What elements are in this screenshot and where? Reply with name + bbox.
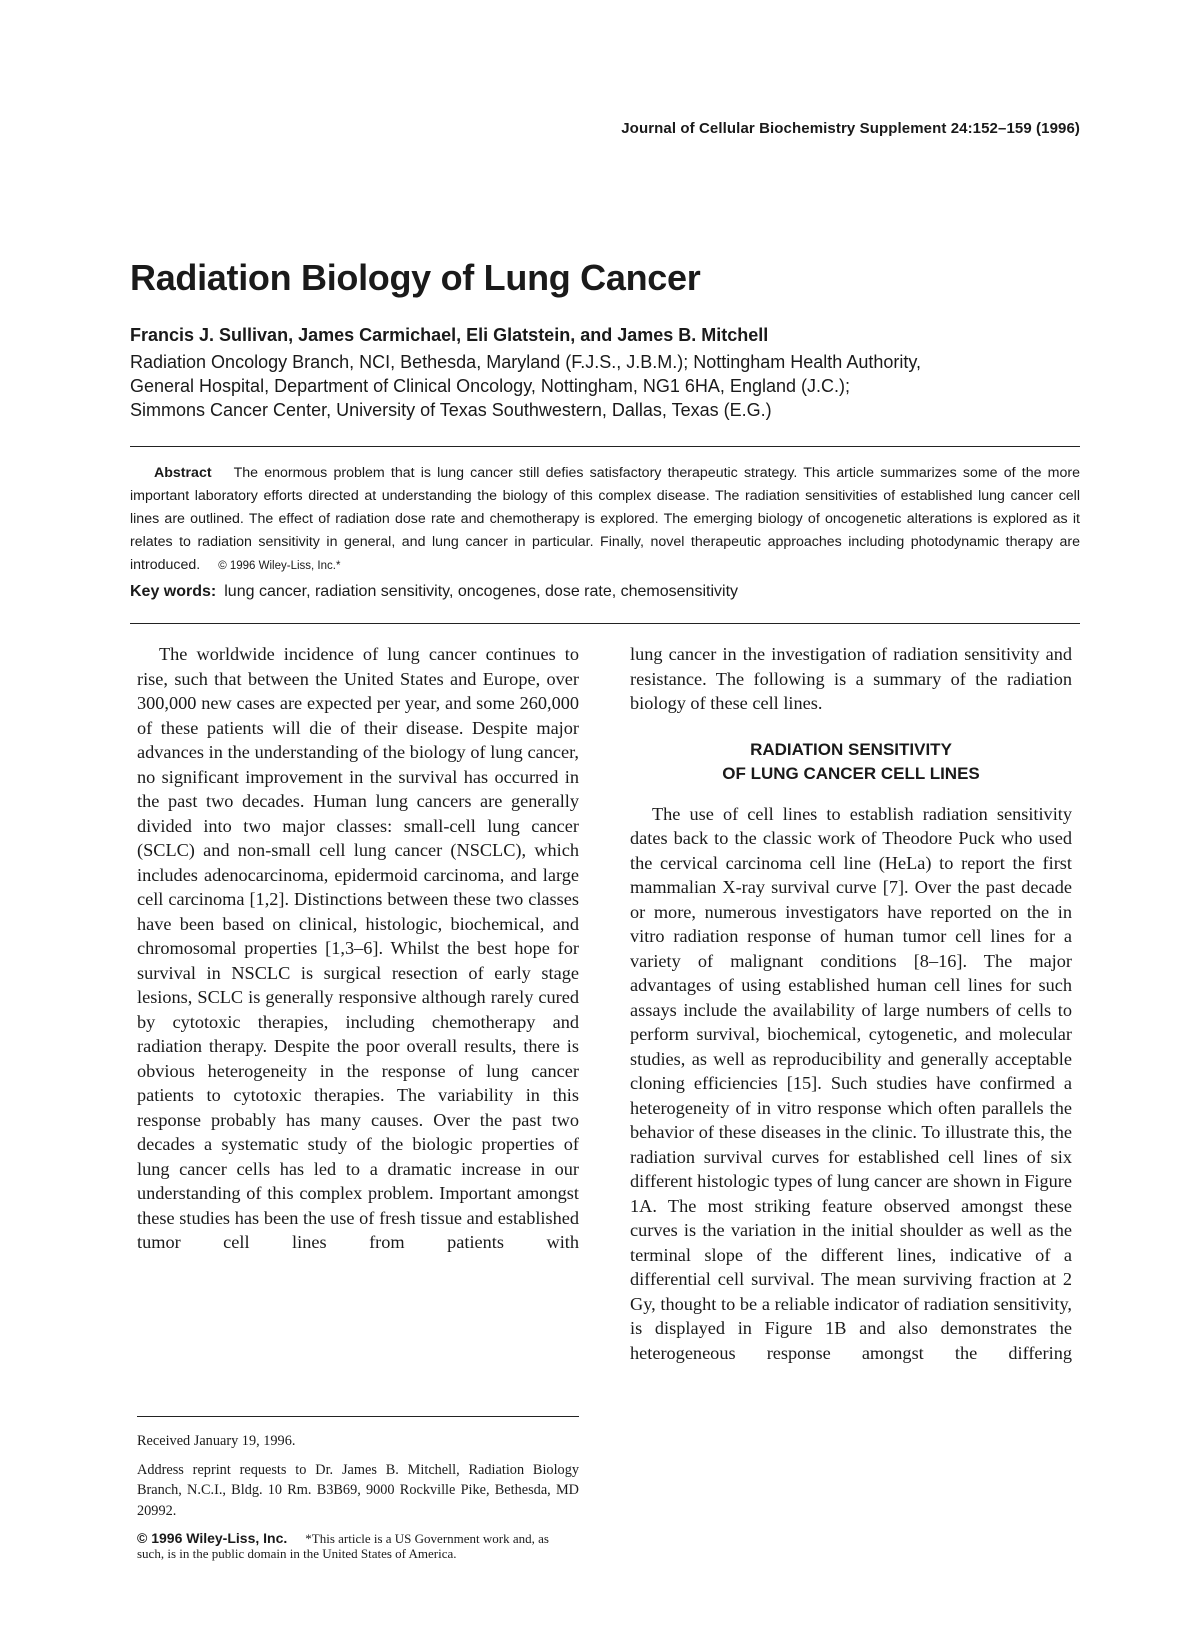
copyright-label: © 1996 Wiley-Liss, Inc.: [137, 1530, 288, 1546]
abstract-label: Abstract: [154, 465, 212, 481]
author-list: Francis J. Sullivan, James Carmichael, Eli Glatstein, and James B. Mitchell: [130, 325, 769, 345]
affiliations: [130, 350, 921, 422]
reprint-address: Address reprint requests to Dr. James B. Mitchell, Radiation Biology Branch, N.C.I., Bldg. 10 Rm. B3B69, 9000 Rockville Pike, Bethesda, MD 20992.: [137, 1461, 579, 1519]
copyright-notice: [137, 1531, 579, 1561]
affiliation-line: Simmons Cancer Center, University of Texas Southwestern, Dallas, Texas (E.G.): [130, 400, 772, 420]
copyright-note: *This article is a US Government work and, as such, is in the public domain in the United States of America.: [137, 1531, 549, 1561]
body-paragraph: lung cancer in the investigation of radiation sensitivity and resistance. The following is a summary of the radiation biology of these cell lines.: [630, 644, 1072, 713]
footnote-divider: [137, 1416, 579, 1417]
section-heading-line: OF LUNG CANCER CELL LINES: [722, 763, 980, 783]
abstract-text: The enormous problem that is lung cancer still defies satisfactory therapeutic strategy. This article summarizes some of the more important laboratory efforts directed at understanding the biology of this complex disease. The radiation sensitivities of established lung cancer cell lines are outlined. The effect of radiation dose rate and chemotherapy is explored. The emerging biology of oncogenetic alterations is explored as it relates to radiation sensitivity in general, and lung cancer in particular. Finally, novel therapeutic approaches including photodynamic therapy are introduced.: [130, 465, 1080, 573]
right-column: [630, 642, 1072, 1365]
body-paragraph: The worldwide incidence of lung cancer continues to rise, such that between the United States and Europe, over 300,000 new cases are expected per year, and some 260,000 of these patients will die of their disease. Despite major advances in the understanding of the biology of lung cancer, no significant improvement in the survival has occurred in the past two decades. Human lung cancers are generally divided into two major classes: small-cell lung cancer (SCLC) and non-small cell lung cancer (NSCLC), which includes adenocarcinoma, epidermoid carcinoma, and large cell carcinoma [1,2]. Distinctions between these two classes have been based on clinical, histologic, biochemical, and chromosomal properties [1,3–6]. Whilst the best hope for survival in NSCLC is surgical resection of early stage lesions, SCLC is generally responsive although rarely cured by cytotoxic therapies, including chemotherapy and radiation therapy. Despite the poor overall results, there is obvious heterogeneity in the response of lung cancer patients to cytotoxic therapies. The variability in this response probably has many causes. Over the past two decades a systematic study of the biologic properties of lung cancer cells has led to a dramatic increase in our understanding of this complex problem. Important amongst these studies has been the use of fresh tissue and established tumor cell lines from patients with: [137, 644, 579, 1252]
body-paragraph: The use of cell lines to establish radiation sensitivity dates back to the classic work of Theodore Puck who used the cervical carcinoma cell line (HeLa) to report the first mammalian X-ray survival curve [7]. Over the past decade or more, numerous investigators have reported on the in vitro radiation response of human tumor cell lines for a variety of malignant conditions [8–16]. The major advantages of using established human cell lines for such assays include the availability of large numbers of cells to perform survival, biochemical, cytogenetic, and molecular studies, as well as reproducibility and generally acceptable cloning efficiencies [15]. Such studies have confirmed a heterogeneity of in vitro response which often parallels the behavior of these diseases in the clinic. To illustrate this, the radiation survival curves for established cell lines of six different histologic types of lung cancer are shown in Figure 1A. The most striking feature observed amongst these curves is the variation in the initial shoulder as well as the terminal slope of the different lines, indicative of a differential cell survival. The mean surviving fraction at 2 Gy, thought to be a reliable indicator of radiation sensitivity, is displayed in Figure 1B and also demonstrates the heterogeneous response amongst the differing: [630, 803, 1072, 1363]
abstract-top-divider: [130, 446, 1080, 447]
keywords: [130, 583, 738, 601]
abstract-copyright: © 1996 Wiley-Liss, Inc.*: [218, 560, 341, 572]
abstract-bottom-divider: [130, 623, 1080, 624]
affiliation-line: General Hospital, Department of Clinical Oncology, Nottingham, NG1 6HA, England (J.C.);: [130, 376, 850, 396]
journal-citation: Journal of Cellular Biochemistry Supplement 24:152–159 (1996): [621, 120, 1080, 137]
footnotes: [137, 1416, 579, 1561]
keywords-text: lung cancer, radiation sensitivity, oncogenes, dose rate, chemosensitivity: [224, 583, 739, 600]
article-title: Radiation Biology of Lung Cancer: [130, 257, 701, 298]
section-heading-line: RADIATION SENSITIVITY: [750, 739, 952, 759]
abstract: [130, 462, 1080, 578]
affiliation-line: Radiation Oncology Branch, NCI, Bethesda, Maryland (F.J.S., J.B.M.); Nottingham Health Authority,: [130, 352, 922, 372]
left-column: [137, 642, 579, 1255]
section-heading: [630, 738, 1072, 786]
received-date: Received January 19, 1996.: [137, 1433, 296, 1449]
keywords-label: Key words:: [130, 583, 217, 600]
